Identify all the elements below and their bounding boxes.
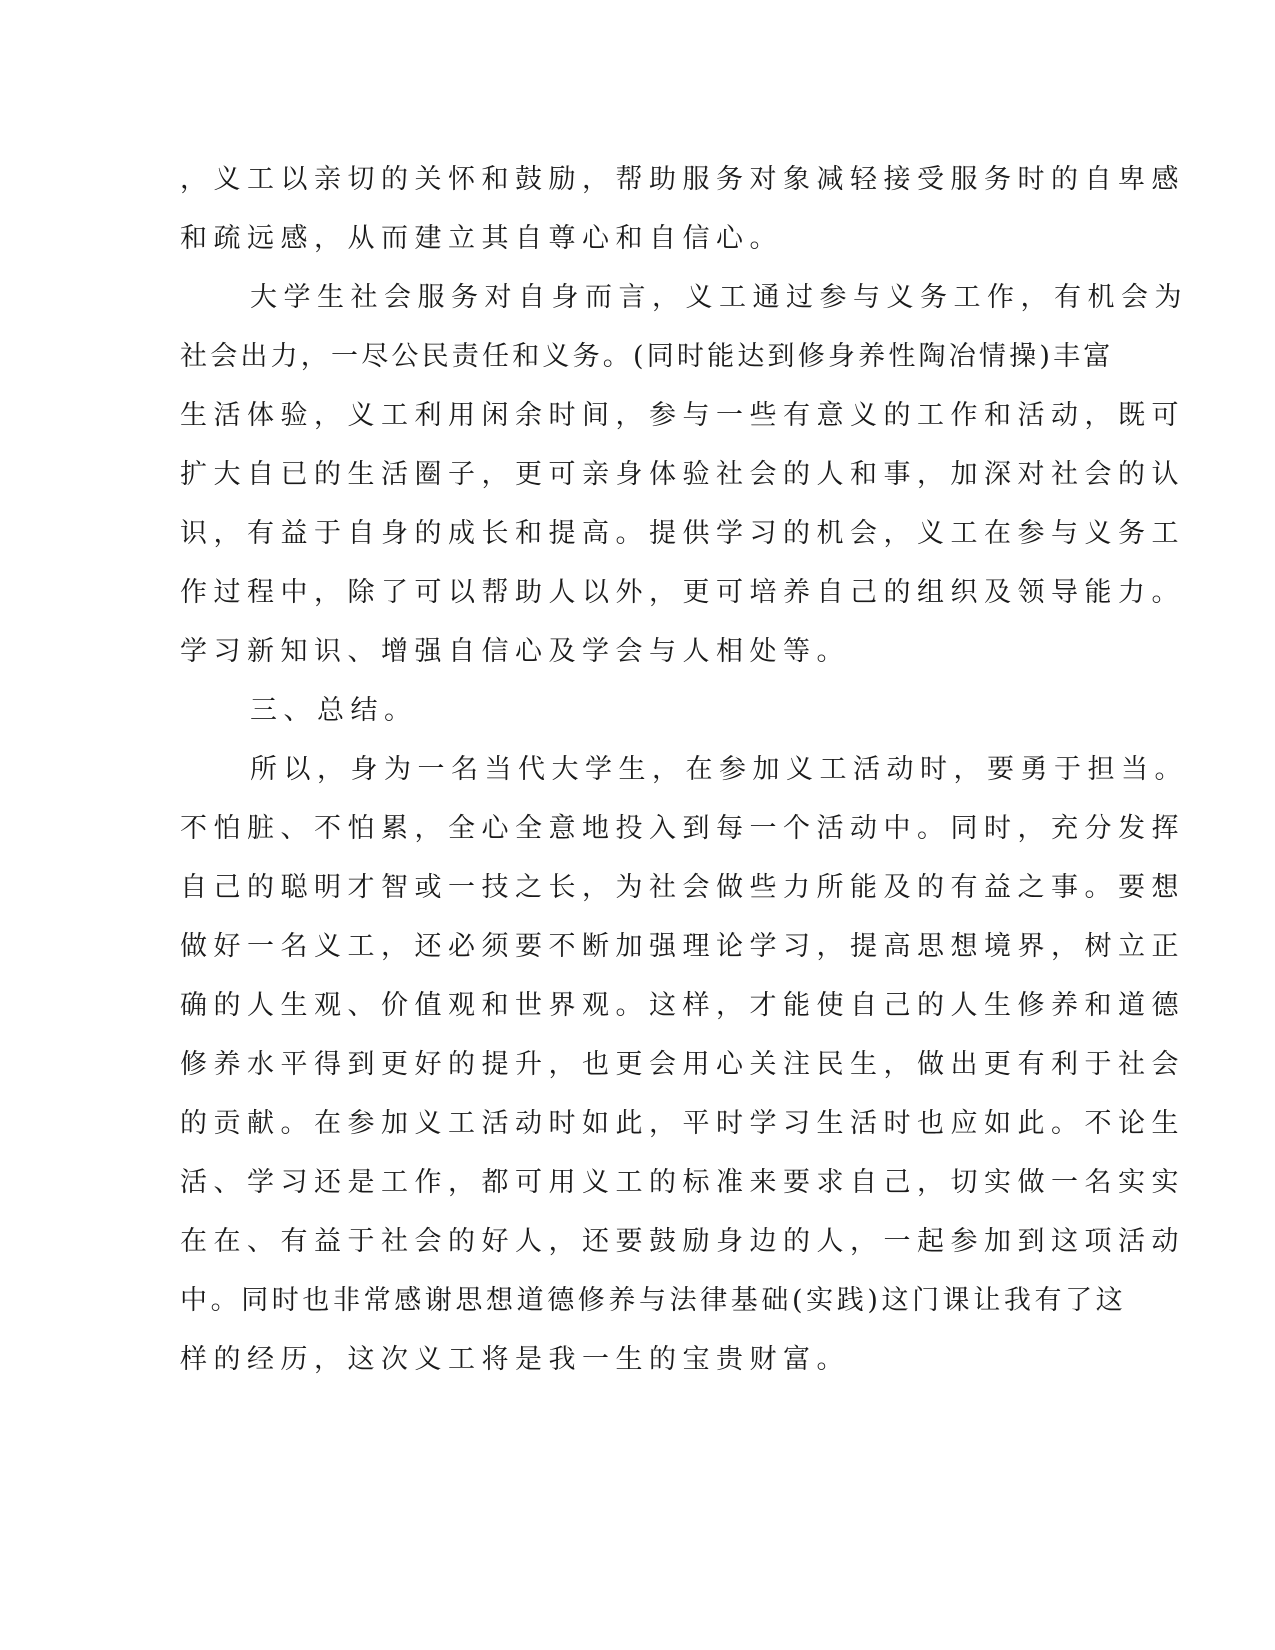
text-line: 扩大自已的生活圈子，更可亲身体验社会的人和事，加深对社会的认 <box>180 459 1185 490</box>
text-line: 社会出力，一尽公民责任和义务。(同时能达到修身养性陶冶情操)丰富 <box>180 341 1114 372</box>
text-line: 学习新知识、增强自信心及学会与人相处等。 <box>180 636 850 667</box>
text-line: 和疏远感，从而建立其自尊心和自信心。 <box>180 223 783 254</box>
paragraph-first-line: 大学生社会服务对自身而言，义工通过参与义务工作，有机会为 <box>250 282 1188 313</box>
text-line: ，义工以亲切的关怀和鼓励，帮助服务对象减轻接受服务时的自卑感 <box>180 164 1185 195</box>
text-line: 确的人生观、价值观和世界观。这样，才能使自己的人生修养和道德 <box>180 990 1185 1021</box>
text-line: 的贡献。在参加义工活动时如此，平时学习生活时也应如此。不论生 <box>180 1108 1185 1139</box>
text-line: 中。同时也非常感谢思想道德修养与法律基础(实践)这门课让我有了这 <box>180 1285 1127 1316</box>
text-line: 做好一名义工，还必须要不断加强理论学习，提高思想境界，树立正 <box>180 931 1185 962</box>
text-line: 生活体验，义工利用闲余时间，参与一些有意义的工作和活动，既可 <box>180 400 1185 431</box>
text-line: 修养水平得到更好的提升，也更会用心关注民生，做出更有利于社会 <box>180 1049 1185 1080</box>
text-line: 自己的聪明才智或一技之长，为社会做些力所能及的有益之事。要想 <box>180 872 1185 903</box>
text-line: 样的经历，这次义工将是我一生的宝贵财富。 <box>180 1344 850 1375</box>
paragraph-first-line: 所以，身为一名当代大学生，在参加义工活动时，要勇于担当。 <box>250 754 1188 785</box>
text-line: 不怕脏、不怕累，全心全意地投入到每一个活动中。同时，充分发挥 <box>180 813 1185 844</box>
text-line: 作过程中，除了可以帮助人以外，更可培养自己的组织及领导能力。 <box>180 577 1185 608</box>
text-line: 在在、有益于社会的好人，还要鼓励身边的人，一起参加到这项活动 <box>180 1226 1185 1257</box>
text-line: 活、学习还是工作，都可用义工的标准来要求自己，切实做一名实实 <box>180 1167 1185 1198</box>
section-heading: 三、总结。 <box>250 695 418 726</box>
text-line: 识，有益于自身的成长和提高。提供学习的机会，义工在参与义务工 <box>180 518 1185 549</box>
